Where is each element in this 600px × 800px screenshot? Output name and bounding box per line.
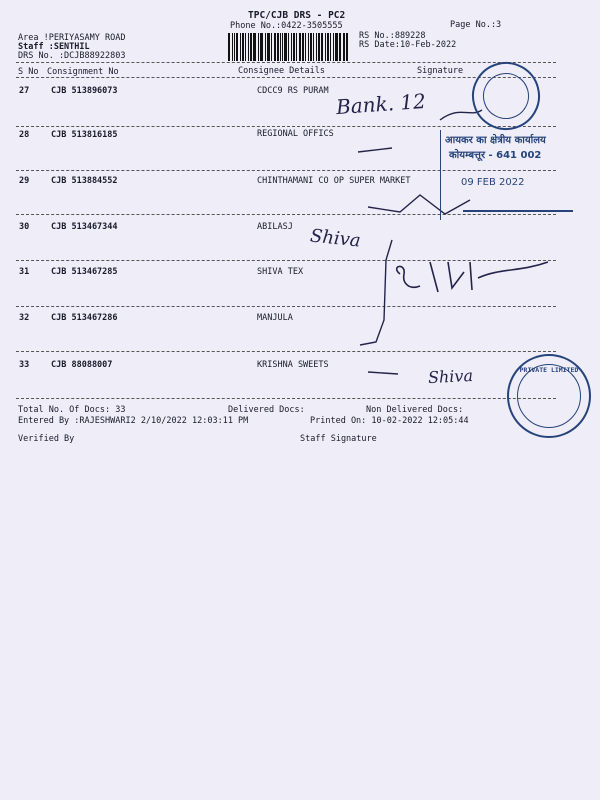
row-consignee: CDCC9 RS PURAM (257, 86, 329, 96)
company-stamp (507, 354, 591, 438)
column-consignment: Consignment No (47, 67, 119, 77)
row-sno: 30 (19, 222, 30, 232)
office-stamp-date: 09 FEB 2022 (461, 177, 525, 188)
document-title: TPC/CJB DRS - PC2 (248, 10, 346, 21)
total-docs: Total No. Of Docs: 33 (18, 405, 126, 415)
staff-label: Staff :SENTHIL (18, 42, 90, 52)
printed-on: Printed On: 10-02-2022 12:05:44 (310, 416, 469, 426)
row-consignee: KRISHNA SWEETS (257, 360, 329, 370)
verified-by: Verified By (18, 434, 75, 444)
office-stamp-line2: कोयम्बत्तूर - 641 002 (449, 150, 542, 161)
drs-number: DRS No. :DCJB88922803 (18, 51, 126, 61)
office-stamp (440, 130, 581, 220)
row-consignee: MANJULA (257, 313, 293, 323)
row-consignment: CJB 513467285 (51, 267, 118, 277)
row-consignee: ABILASJ (257, 222, 293, 232)
row-consignment: CJB 513884552 (51, 176, 118, 186)
phone-number: Phone No.:0422-3505555 (230, 21, 343, 31)
area-label: Area !PERIYASAMY ROAD (18, 33, 126, 43)
staff-signature-label: Staff Signature (300, 434, 377, 444)
row-sno: 33 (19, 360, 30, 370)
column-consignee: Consignee Details (238, 66, 325, 76)
delivered-docs: Delivered Docs: (228, 405, 305, 415)
company-stamp-text: PRIVATE LIMITED (519, 366, 579, 374)
row-consignee: REGIONAL OFFICS (257, 129, 334, 139)
handwritten-signature: Bank. 12 (335, 88, 427, 120)
entered-by: Entered By :RAJESHWARI2 2/10/2022 12:03:11 PM (18, 416, 249, 426)
rs-number: RS No.:889228 (359, 31, 426, 41)
column-sno: S No (18, 67, 39, 77)
column-signature: Signature (417, 66, 464, 76)
row-consignment: CJB 513896073 (51, 86, 118, 96)
page-number: Page No.:3 (450, 20, 502, 30)
handwritten-signature: Shiva (427, 365, 474, 388)
row-sno: 32 (19, 313, 30, 323)
row-sno: 28 (19, 130, 30, 140)
rs-date: RS Date:10-Feb-2022 (359, 40, 457, 50)
row-consignment: CJB 513467344 (51, 222, 118, 232)
row-sno: 29 (19, 176, 30, 186)
row-consignment: CJB 513816185 (51, 130, 118, 140)
row-consignment: CJB 513467286 (51, 313, 118, 323)
row-sno: 27 (19, 86, 30, 96)
office-stamp-line1: आयकर का क्षेत्रीय कार्यालय (445, 135, 546, 146)
row-consignee: SHIVA TEX (257, 267, 304, 277)
row-consignee: CHINTHAMANI CO OP SUPER MARKET (257, 176, 411, 186)
non-delivered-docs: Non Delivered Docs: (366, 405, 464, 415)
handwritten-signature: Shiva (309, 225, 362, 252)
row-consignment: CJB 88088007 (51, 360, 113, 370)
row-sno: 31 (19, 267, 30, 277)
